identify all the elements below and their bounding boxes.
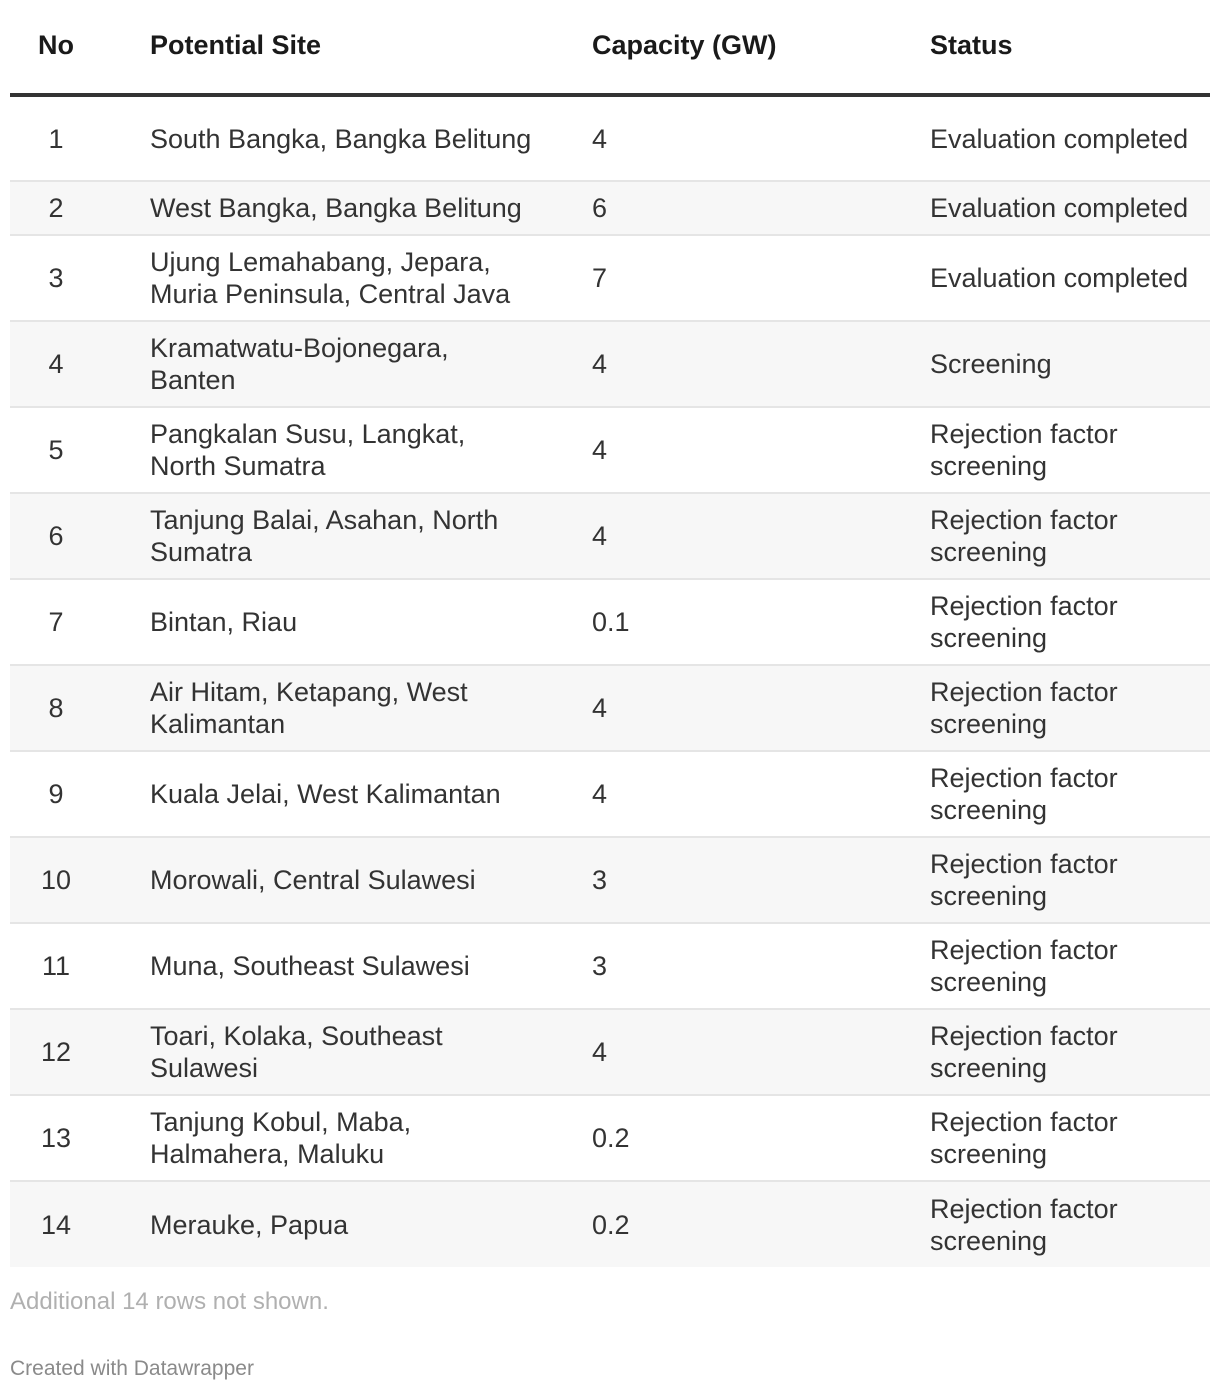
cell-potential-site: Muna, Southeast Sulawesi: [150, 923, 592, 1009]
potential-sites-table: [10, 0, 1210, 1267]
cell-status: Rejection factor screening: [930, 493, 1210, 579]
cell-potential-site: Pangkalan Susu, Langkat, North Sumatra: [150, 407, 592, 493]
table-row: [10, 321, 1210, 407]
table-row: [10, 493, 1210, 579]
cell-capacity: 0.2: [592, 1209, 630, 1240]
cell-capacity: 3: [592, 837, 930, 923]
table-row: [10, 665, 1210, 751]
cell-no: 7: [10, 579, 150, 665]
cell-no: 6: [10, 493, 150, 579]
column-header-potential-site[interactable]: Potential Site: [150, 0, 592, 95]
cell-status: Rejection factor screening: [930, 923, 1210, 1009]
cell-no: 12: [10, 1009, 150, 1095]
cell-status: Rejection factor screening: [930, 407, 1210, 493]
cell-capacity: 0.2: [592, 1095, 930, 1181]
table-row: [10, 95, 1210, 181]
cell-capacity: 4: [592, 751, 930, 837]
cell-capacity: 3: [592, 923, 930, 1009]
cell-potential-site: West Bangka, Bangka Belitung: [150, 181, 592, 235]
column-header-capacity[interactable]: Capacity (GW): [592, 0, 930, 95]
cell-potential-site: Ujung Lemahabang, Jepara, Muria Peninsula, Central Java: [150, 235, 592, 321]
table-row: [10, 579, 1210, 665]
table-header: [10, 0, 1210, 95]
cell-no: 2: [10, 181, 150, 235]
table-row: [10, 235, 1210, 321]
table-row: [10, 181, 1210, 235]
rows-not-shown-note: Additional 14 rows not shown.: [10, 1288, 329, 1315]
table-row: [10, 1095, 1210, 1181]
cell-status: Screening: [930, 321, 1210, 407]
datawrapper-credit[interactable]: Created with Datawrapper: [10, 1357, 254, 1380]
cell-capacity: 4: [592, 321, 930, 407]
cell-status: Evaluation completed: [930, 235, 1210, 321]
table-row: [10, 407, 1210, 493]
cell-status: Rejection factor screening: [930, 579, 1210, 665]
cell-capacity: 4: [592, 493, 930, 579]
cell-status: Rejection factor screening: [930, 1009, 1210, 1095]
cell-potential-site: Toari, Kolaka, Southeast Sulawesi: [150, 1009, 592, 1095]
cell-potential-site: Morowali, Central Sulawesi: [150, 837, 592, 923]
header-row: [10, 0, 1210, 95]
cell-capacity: 4: [592, 95, 930, 181]
cell-capacity: 6: [592, 181, 930, 235]
cell-status: Rejection factor screening: [930, 1193, 1118, 1256]
cell-no: 8: [10, 665, 150, 751]
cell-capacity: 7: [592, 235, 930, 321]
cell-no: 14: [40, 1209, 72, 1240]
cell-potential-site: South Bangka, Bangka Belitung: [150, 95, 592, 181]
table-row: [10, 751, 1210, 837]
column-header-no[interactable]: No: [10, 0, 150, 95]
cell-status: Rejection factor screening: [930, 665, 1210, 751]
cell-potential-site: Bintan, Riau: [150, 579, 592, 665]
cell-no: 3: [10, 235, 150, 321]
cell-no: 11: [10, 923, 150, 1009]
cell-capacity: 4: [592, 407, 930, 493]
table-row: [10, 923, 1210, 1009]
cell-capacity: 4: [592, 1009, 930, 1095]
data-table-container: [10, 0, 1210, 1267]
cell-capacity: 0.1: [592, 579, 930, 665]
cell-status: Rejection factor screening: [930, 837, 1210, 923]
cell-no: 5: [10, 407, 150, 493]
cell-potential-site: Tanjung Balai, Asahan, North Sumatra: [150, 493, 592, 579]
cell-no: 4: [10, 321, 150, 407]
table-row: [10, 1009, 1210, 1095]
cell-no: 1: [10, 95, 150, 181]
cell-potential-site: Kramatwatu-Bojonegara, Banten: [150, 321, 592, 407]
cell-capacity: 4: [592, 665, 930, 751]
cell-no: 9: [10, 751, 150, 837]
cell-no: 13: [10, 1095, 150, 1181]
cell-status: Rejection factor screening: [930, 1095, 1210, 1181]
cell-potential-site: Tanjung Kobul, Maba, Halmahera, Maluku: [150, 1095, 592, 1181]
table-body: [10, 95, 1210, 1267]
cell-no: 10: [10, 837, 150, 923]
cell-potential-site: Kuala Jelai, West Kalimantan: [150, 751, 592, 837]
cell-potential-site: Merauke, Papua: [150, 1209, 349, 1240]
column-header-status[interactable]: Status: [930, 0, 1210, 95]
cell-status: Evaluation completed: [930, 181, 1210, 235]
cell-status: Evaluation completed: [930, 95, 1210, 181]
table-row: [10, 837, 1210, 923]
cell-status: Rejection factor screening: [930, 751, 1210, 837]
cell-potential-site: Air Hitam, Ketapang, West Kalimantan: [150, 665, 592, 751]
table-row: [10, 1181, 1210, 1267]
